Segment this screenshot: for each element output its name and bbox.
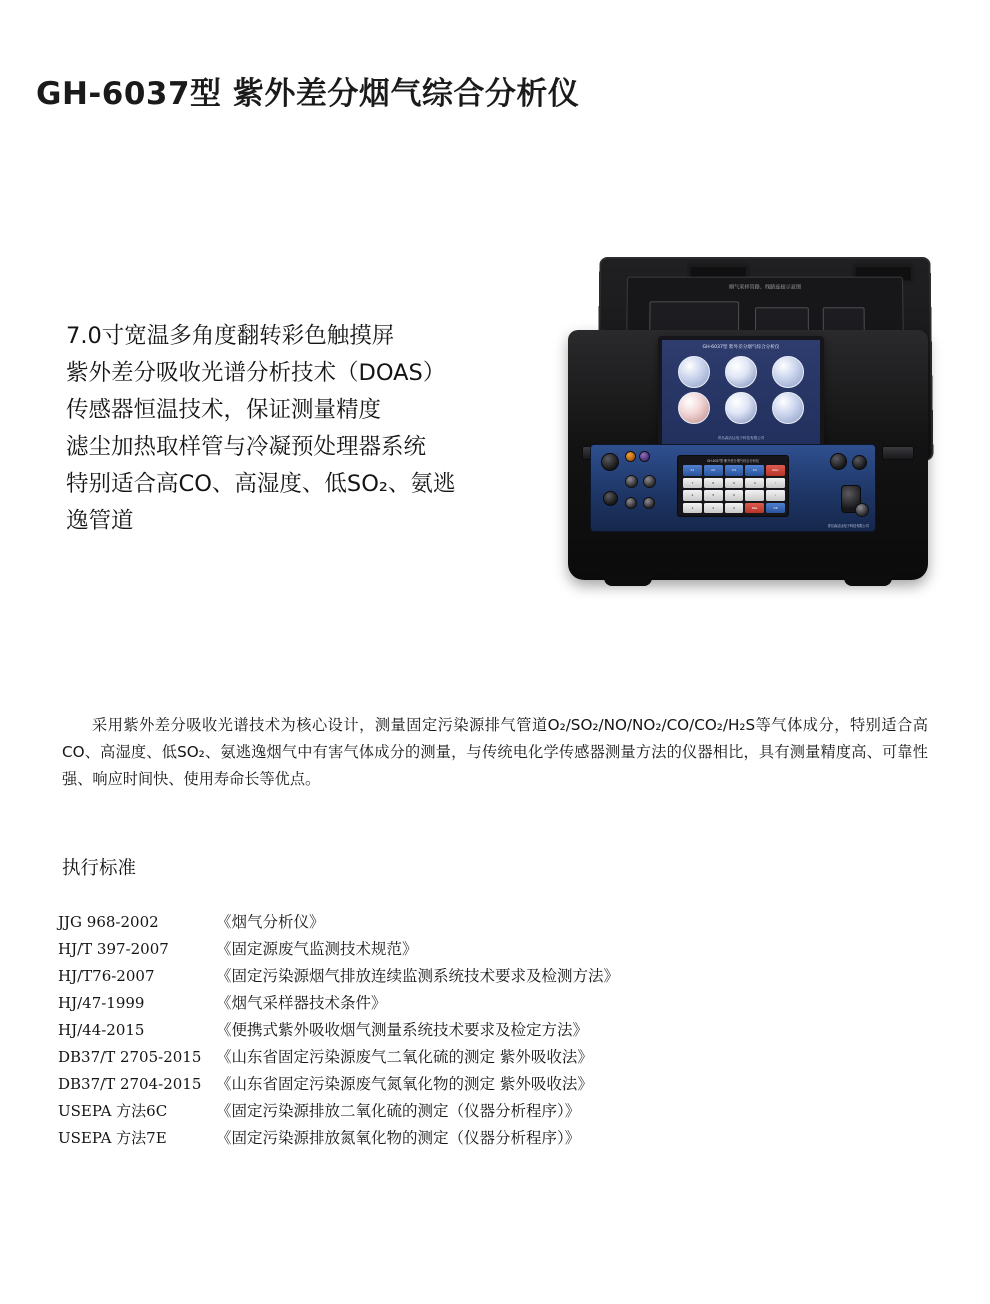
port-right-bottom[interactable] (855, 503, 869, 517)
key[interactable]: F1 (683, 465, 702, 476)
gauge-h2s[interactable] (772, 392, 804, 424)
standard-title: 《山东省固定污染源废气氮氧化物的测定 紫外吸收法》 (216, 1074, 593, 1093)
port-aux[interactable] (643, 497, 655, 509)
gauge-no[interactable] (772, 356, 804, 388)
feature-item: 传感器恒温技术，保证测量精度 (66, 397, 382, 423)
standard-title: 《固定源废气监测技术规范》 (216, 939, 418, 958)
control-panel (590, 444, 876, 532)
case-foot-right (844, 574, 892, 586)
standard-title: 《烟气分析仪》 (216, 912, 325, 931)
table-row (58, 989, 878, 1016)
key[interactable]: 9 (725, 478, 744, 489)
standard-title: 《山东省固定污染源废气二氧化硫的测定 紫外吸收法》 (216, 1047, 593, 1066)
table-row (58, 1070, 878, 1097)
gauge-co[interactable] (678, 392, 710, 424)
feature-item: 紫外差分吸收光谱分析技术（DOAS） (66, 360, 446, 386)
table-row (58, 1097, 878, 1124)
feature-item: 滤尘加热取样管与冷凝预处理器系统 (66, 434, 427, 460)
key[interactable]: ESC (766, 465, 785, 476)
standard-code: HJ/44-2015 (58, 1020, 145, 1039)
key[interactable]: 8 (704, 478, 723, 489)
standard-title: 《固定污染源排放氮氧化物的测定（仪器分析程序）》 (216, 1128, 581, 1147)
table-row (58, 908, 878, 935)
screen-footer-text: 青岛森洁达电子科技有限公司 (717, 436, 765, 440)
table-row (58, 1043, 878, 1070)
standard-title: 《烟气采样器技术条件》 (216, 993, 387, 1012)
key[interactable]: ↑ (766, 478, 785, 489)
standard-code: JJG 968-2002 (58, 912, 159, 931)
standard-code: HJ/T76-2007 (58, 966, 155, 985)
standard-title: 《固定污染源排放二氧化硫的测定（仪器分析程序）》 (216, 1101, 581, 1120)
gauge-co2[interactable] (725, 392, 757, 424)
key[interactable]: ↓ (766, 490, 785, 501)
feature-item: 特别适合高CO、高湿度、低SO₂、氨逃 (66, 471, 456, 497)
key[interactable]: 3 (725, 503, 744, 514)
knob-right-upper[interactable] (830, 453, 847, 470)
key[interactable]: 6 (725, 490, 744, 501)
feature-item: 7.0寸宽温多角度翻转彩色触摸屏 (66, 323, 395, 349)
panel-brand-text: 青岛森洁达电子科技有限公司 (827, 524, 869, 528)
port-exhaust[interactable] (639, 451, 650, 462)
feature-list (66, 318, 536, 540)
key[interactable]: 5 (704, 490, 723, 501)
port-probe[interactable] (625, 497, 637, 509)
lid-diagram-label: 烟气采样管路、线路连接示意图 (728, 284, 802, 291)
standard-code: HJ/T 397-2007 (58, 939, 169, 958)
gauge-o2[interactable] (678, 356, 710, 388)
keypad-keys (683, 465, 785, 513)
keypad[interactable] (677, 455, 789, 517)
key[interactable]: . (745, 490, 764, 501)
standard-code: USEPA 方法6C (58, 1101, 168, 1120)
case-foot-left (604, 574, 652, 586)
description-paragraph: 采用紫外差分吸收光谱技术为核心设计，测量固定污染源排气管道O₂/SO₂/NO/NO₂/CO/CO₂/H₂S等气体成分，特别适合高CO、高湿度、低SO₂、氨逃逸烟气中有害气体成分的测量，与传统电化学传感器测量方法的仪器相比，具有测量精度高、可靠性强、响应时间快、使用寿命长等优点。 (62, 716, 928, 788)
knob-left-upper[interactable] (601, 453, 619, 471)
key[interactable]: OK (766, 503, 785, 514)
screen-gauge-grid (672, 356, 810, 420)
key[interactable]: 2 (704, 503, 723, 514)
standards-table (58, 908, 878, 1151)
port-power[interactable] (625, 475, 638, 488)
keypad-label: GH-6037型 紫外差分烟气综合分析仪 (706, 459, 760, 463)
table-row (58, 1016, 878, 1043)
key[interactable]: 1 (683, 503, 702, 514)
standard-title: 《便携式紫外吸收烟气测量系统技术要求及检定方法》 (216, 1020, 589, 1039)
product-photo (540, 232, 960, 592)
key[interactable]: 7 (683, 478, 702, 489)
table-row (58, 1124, 878, 1151)
standard-code: DB37/T 2705-2015 (58, 1047, 202, 1066)
standard-title: 《固定污染源烟气排放连续监测系统技术要求及检测方法》 (216, 966, 620, 985)
case-latch-right (882, 446, 914, 460)
knob-left-lower[interactable] (603, 491, 618, 506)
standards-heading: 执行标准 (62, 858, 137, 879)
key[interactable]: F3 (725, 465, 744, 476)
key[interactable]: DEL (745, 503, 764, 514)
key[interactable]: F4 (745, 465, 764, 476)
standard-code: DB37/T 2704-2015 (58, 1074, 202, 1093)
screen-title: GH-6037型 紫外差分烟气综合分析仪 (702, 345, 780, 350)
device-touchscreen[interactable] (658, 336, 824, 448)
key[interactable]: 4 (683, 490, 702, 501)
knob-right-upper2[interactable] (852, 455, 867, 470)
feature-item: 逸管道 (66, 508, 134, 534)
port-data[interactable] (643, 475, 656, 488)
port-sample-inlet[interactable] (625, 451, 636, 462)
gauge-so2[interactable] (725, 356, 757, 388)
table-row (58, 935, 878, 962)
page-title: GH-6037型 紫外差分烟气综合分析仪 (36, 76, 580, 112)
standard-code: HJ/47-1999 (58, 993, 145, 1012)
standard-code: USEPA 方法7E (58, 1128, 167, 1147)
key[interactable]: F2 (704, 465, 723, 476)
key[interactable]: 0 (745, 478, 764, 489)
table-row (58, 962, 878, 989)
